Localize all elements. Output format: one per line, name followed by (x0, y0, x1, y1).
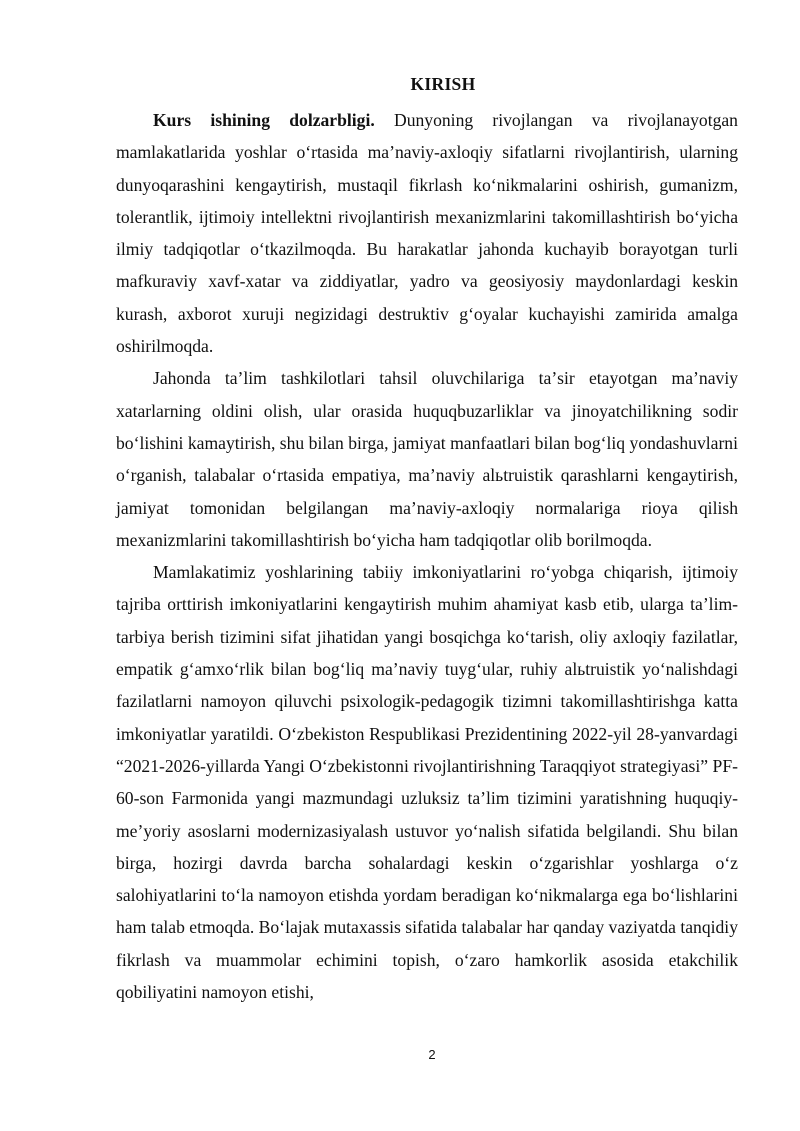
section-heading: KIRISH (410, 74, 476, 94)
paragraph-text: Dunyoning rivojlangan va rivojlanayotgan mamlakatlarida yoshlar oʻrtasida maʼnaviy-axloqiy sifatlarni rivojlantirish, ularning dunyoqarashini kengaytirish, mustaqil fikrlash koʻnikmalarini oshirish, gumanizm, tolerantlik, ijtimoiy intellektni rivojlantirish mexanizmlarini takomillashtirish boʻyicha ilmiy tadqiqotlar oʻtkazilmoqda. Bu harakatlar jahonda kuchayib borayotgan turli mafkuraviy xavf-xatar va ziddiyatlar, yadro va geosiyosiy maydonlardagi keskin kurash, axborot xuruji negizidagi destruktiv gʻoyalar kuchayishi zamirida amalga oshirilmoqda. (116, 110, 738, 357)
paragraph-national-context: Mamlakatimiz yoshlarining tabiiy imkoniyatlarini roʻyobga chiqarish, ijtimoiy tajriba orttirish imkoniyatlarini kengaytirish muhim ahamiyat kasb etib, ularga taʼlim-tarbiya berish tizimini sifat jihatidan yangi bosqichga koʻtarish, oliy axloqiy fazilatlar, empatik gʻamxoʻrlik bilan bogʻliq maʼnaviy tuygʻular, ruhiy alьtruistik yoʻnalishdagi fazilatlarni namoyon qiluvchi psixologik-pedagogik tizimni takomillashtirishga katta imkoniyatlar yaratildi. Oʻzbekiston Respublikasi Prezidentining 2022-yil 28-yanvardagi “2021-2026-yillarda Yangi Oʻzbekistonni rivojlantirishning Taraqqiyot strategiyasi” PF-60-son Farmonida yangi mazmundagi uzluksiz taʼlim tizimini yaratishning huquqiy-meʼyoriy asoslarni modernizasiyalash ustuvor yoʻnalish sifatida belgilandi. Shu bilan birga, hozirgi davrda barcha sohalardagi keskin oʻzgarishlar yoshlarga oʻz salohiyatlarini toʻla namoyon etishda yordam beradigan koʻnikmalarga ega boʻlishlarini ham talab etmoqda. Boʻlajak mutaxassis sifatida talabalar har qanday vaziyatda tanqidiy fikrlash va muammolar echimini topish, oʻzaro hamkorlik asosida etakchilik qobiliyatini namoyon etishi, (116, 562, 738, 1003)
paragraph-global-research: Jahonda taʼlim tashkilotlari tahsil oluvchilariga taʼsir etayotgan maʼnaviy xatarlarning oldini olish, ular orasida huquqbuzarliklar va jinoyatchilikning sodir boʻlishini kamaytirish, shu bilan birga, jamiyat manfaatlari bilan bogʻliq yondashuvlarni oʻrganish, talabalar oʻrtasida empatiya, maʼnaviy alьtruistik qarashlarni kengaytirish, jamiyat tomonidan belgilangan maʼnaviy-axloqiy normalariga rioya qilish mexanizmlarini takomillashtirish boʻyicha ham tadqiqotlar olib borilmoqda. (116, 368, 738, 550)
paragraph-lead-title: Kurs ishining dolzarbligi. (153, 110, 375, 130)
page-number: 2 (428, 1047, 436, 1062)
paragraph-relevance (116, 104, 738, 362)
body-text (116, 104, 738, 1008)
